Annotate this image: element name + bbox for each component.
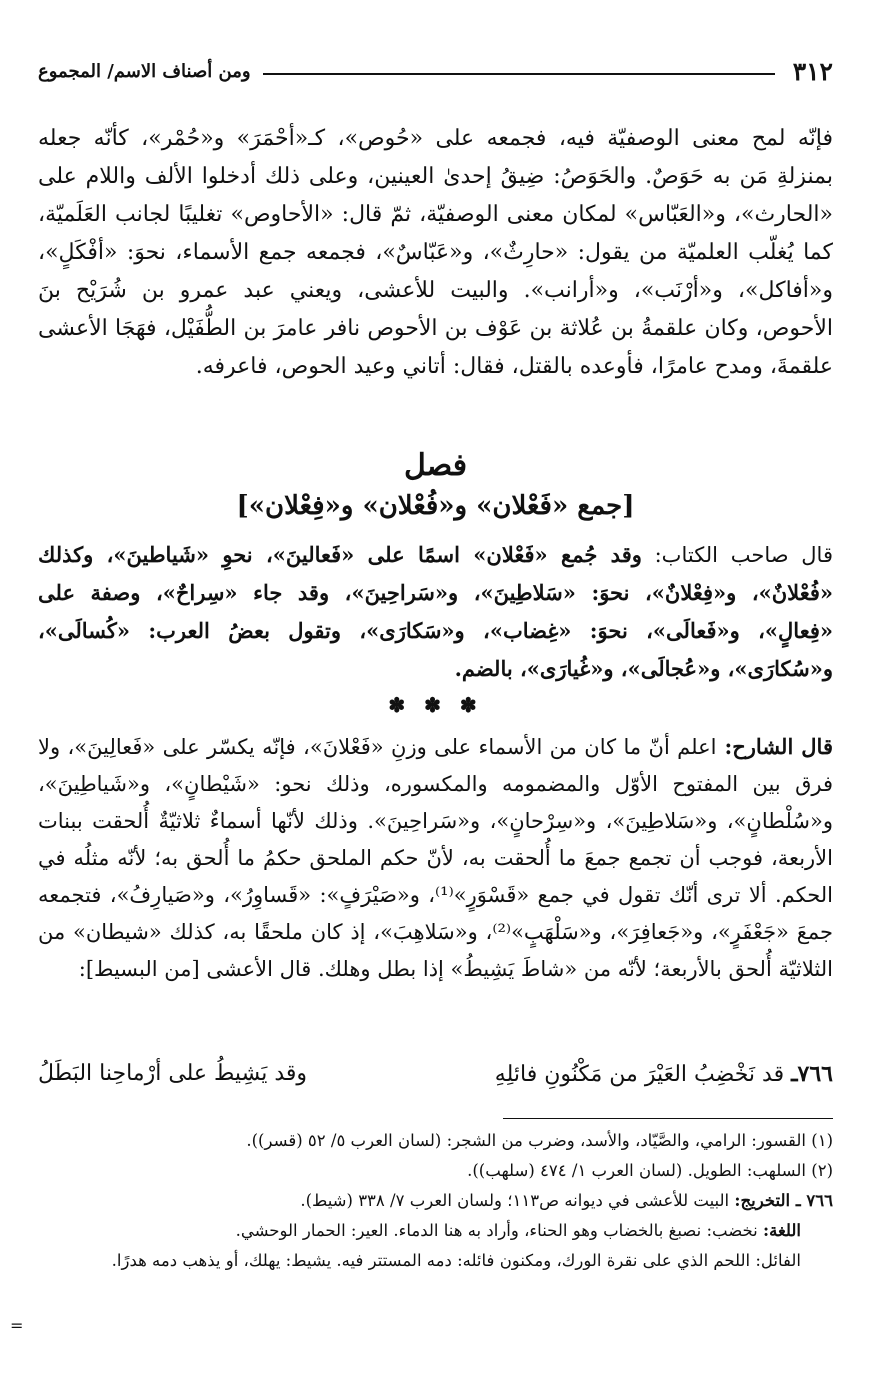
- section-heading: فصل: [403, 448, 468, 483]
- page-number: ٣١٢: [792, 56, 833, 86]
- running-title: ومن أصناف الاسم/ المجموع: [38, 60, 251, 82]
- takhrij-note: [38, 1186, 833, 1216]
- takhrij-text: البيت للأعشى في ديوانه ص١١٣؛ ولسان العرب ٧/ ٣٣٨ (شيط).: [300, 1191, 735, 1210]
- asterism-separator: ✽ ✽ ✽: [388, 693, 483, 717]
- footnotes: [38, 1126, 833, 1276]
- footnote-rule: [503, 1118, 833, 1119]
- verse-first-half: [495, 1056, 833, 1093]
- section-subheading: [جمع «فَعْلان» و«فُعْلان» و«فِعْلان»]: [236, 491, 635, 521]
- lugha-continuation: الفائل: اللحم الذي على نقرة الورك، ومكنون فائله: دمه المستتر فيه. يشيط: يهلك، أو يذهب دمه هدرًا.: [111, 1251, 801, 1270]
- paragraph-1: فإنّه لمح معنى الوصفيّة فيه، فجمعه على «حُوص»، كـ«أحْمَرَ» و«حُمْر»، كأنّه جعله بمنزلةِ مَن به حَوَصٌ. والحَوَصُ: ضِيقُ إحدىٰ العينين، وعلى ذلك أدخلوا الألف واللام على «الحارث»، و«العَبّاس» لمكان معنى الوصفيّة، ثمّ قال: «الأحاوص» تغليبًا لجانب العَلَميّة، كما يُغلّب العلميّة من يقول: «حارِثٌ»، و«عَبّاسٌ»، فجمعه جمع الأسماء، نحوَ: «أفْكَلٍ»، و«أفاكل»، و«أرْنَب»، و«أرانب». والبيت للأعشى، ويعني عبد عمرو بن شُرَيْح بنَ الأحوص، وكان علقمةُ بن عُلاثة بن عَوْف بن الأحوص نافر عامرَ بن الطُّفَيْل، فهَجَا الأعشى علقمةَ، ومدح عامرًا، فأوعده بالقتل، فقال: أتاني وعيد الحوص، فاعرفه.: [38, 126, 833, 379]
- verse-hemistich-1: قد نَخْضِبُ العَيْرَ من مَكْنُونِ فائلِهِ: [494, 1062, 785, 1087]
- lugha-text: نخضب: نصبغ بالخضاب وهو الحناء، وأراد به هنا الدماء. العير: الحمار الوحشي.: [235, 1221, 764, 1240]
- verse-hemistich-2: وقد يَشِيطُ على أرْماحِنا البَطَلُ: [38, 1061, 308, 1086]
- takhrij-label: ٧٦٦ ـ التخريج:: [734, 1191, 833, 1210]
- header-rule: [263, 73, 775, 75]
- lugha-label: اللغة:: [763, 1221, 801, 1240]
- paragraph-2: [38, 536, 833, 688]
- paragraph-3: [38, 728, 833, 988]
- commentator-text: اعلم أنّ ما كان من الأسماء على وزنِ «فَعْلانَ»، فإنّه يكسّر على «فَعالِينَ»، ولا فرق بين المفتوح الأوّل والمضمومه والمكسوره، وذلك نحو: «شَيْطانٍ»، و«شَياطِينَ»، و«سُلْطانٍ»، و«سَلاطِينَ»، و«سِرْحانٍ»، و«سَراحِينَ». وذلك لأنّها أسماءٌ ثلاثيّةٌ أُلحقت ببنات الأربعة، فوجب أن تجمع جمعَ ما أُلحقت به، لأنّ حكم الملحق حكمُ ما أُلحق به؛ لأنّه مثلُه في الحكم. ألا ترى أنّك تقول في جمع «قَسْوَرٍ»⁽¹⁾، و«صَيْرَفٍ»: «قَساوِرُ»، و«صَيارِفُ»، فتجمعه جمعَ «جَعْفَرٍ»، و«جَعافِرَ»، و«سَلْهَبٍ»⁽²⁾، و«سَلاهِبَ»، إذ كان ملحقًا به، كذلك «شيطان» من الثلاثيّة أُلحق بالأربعة؛ لأنّه من «شاطَ يَشِيطُ» إذا بطل وهلك. قال الأعشى [من البسيط]:: [38, 735, 834, 981]
- footnote-2: (٢) السلهب: الطويل. (لسان العرب ١/ ٤٧٤ (سلهب)).: [467, 1161, 833, 1180]
- lugha-note: [38, 1216, 833, 1246]
- author-lead: قال صاحب الكتاب:: [641, 543, 833, 567]
- commentator-lead: قال الشارح:: [716, 734, 833, 759]
- verse-number: ٧٦٦ـ: [791, 1061, 833, 1087]
- author-text: وقد جُمع «فَعْلان» اسمًا على «فَعالينَ»، نحوِ «شَياطينَ»، وكذلك «فُعْلانٌ»، و«فِعْلانٌ»، نحوَ: «سَلاطِينَ»، و«سَراحِينَ»، وقد جاء «سِراحٌ»، وصفة على «فِعالٍ»، و«فَعالَى»، نحوَ: «غِضاب»، و«سَكارَى»، وتقول بعضُ العرب: «كُسالَى»، و«سُكارَى»، و«عُجالَى»، و«غُيارَى»، بالضم.: [38, 542, 833, 681]
- footnote-1: (١) القسور: الرامي، والصَّيّاد، والأسد، وضرب من الشجر: (لسان العرب ٥/ ٥٢ (قسر)).: [246, 1131, 833, 1150]
- page-header: [38, 56, 833, 86]
- edge-mark: =: [10, 1316, 24, 1335]
- verse-line: [38, 1056, 833, 1093]
